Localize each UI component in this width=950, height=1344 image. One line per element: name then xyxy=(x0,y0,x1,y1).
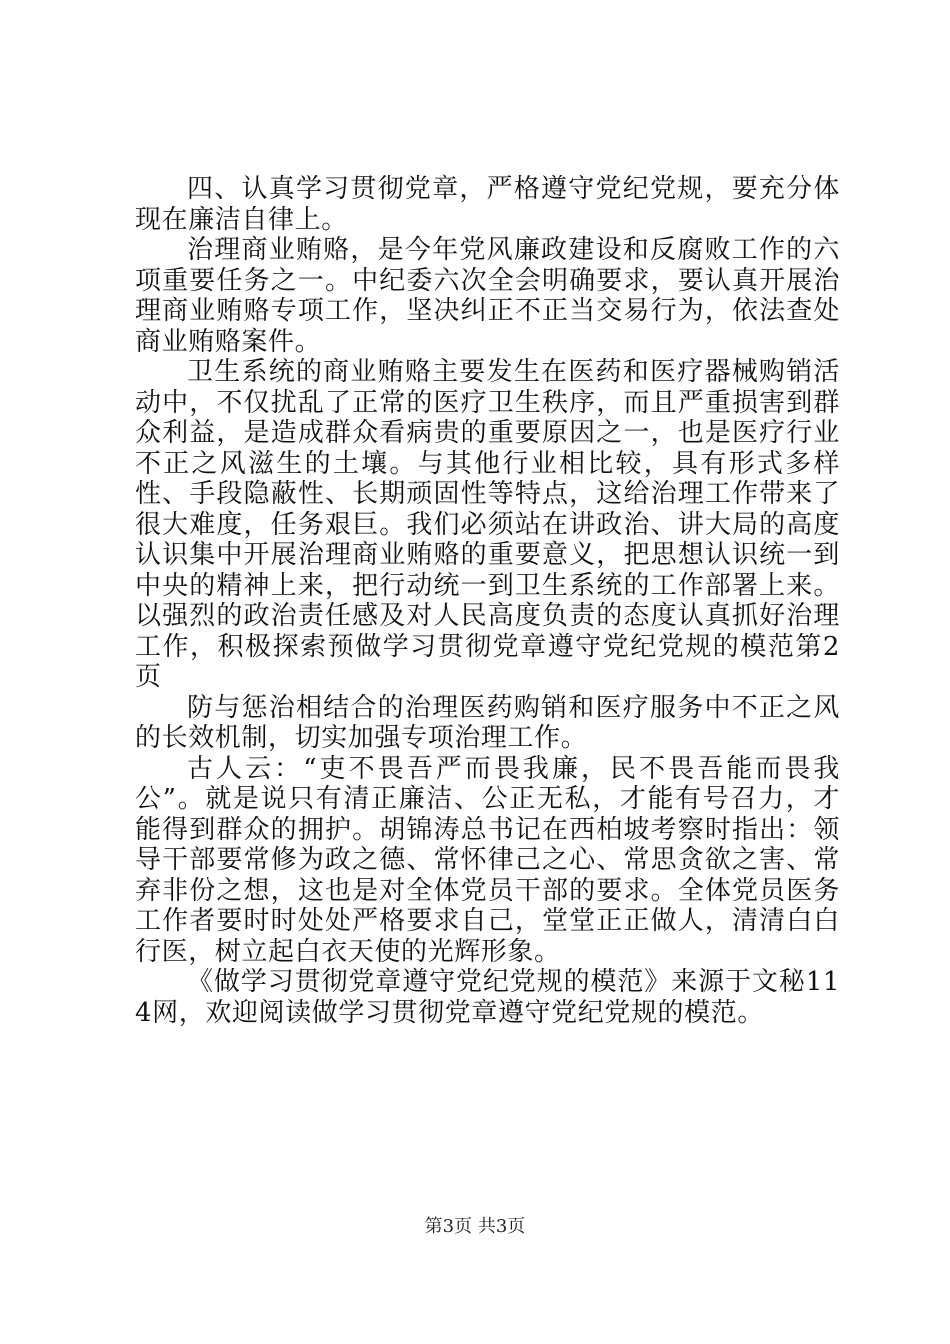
page-number-footer: 第3页 共3页 xyxy=(424,1216,526,1237)
paragraph-source-note: 《做学习贯彻党章遵守党纪党规的模范》来源于文秘114网，欢迎阅读做学习贯彻党章遵守党纪党规的模范。 xyxy=(135,967,840,1028)
paragraph-heading-four: 四、认真学习贯彻党章，严格遵守党纪党规，要充分体现在廉洁自律上。 xyxy=(135,174,840,235)
paragraph-ancient-saying: 古人云：“吏不畏吾严而畏我廉，民不畏吾能而畏我公”。就是说只有清正廉洁、公正无私，才能有号召力，才能得到群众的拥护。胡锦涛总书记在西柏坡考察时指出：领导干部要常修为政之德、常怀律己之心、常思贪欲之害、常弃非份之想，这也是对全体党员干部的要求。全体党员医务工作者要时时处处严格要求自己，堂堂正正做人，清清白白行医，树立起白衣天使的光辉形象。 xyxy=(135,753,840,967)
paragraph-prevention-mechanism: 防与惩治相结合的治理医药购销和医疗服务中不正之风的长效机制，切实加强专项治理工作。 xyxy=(135,692,840,753)
paragraph-commercial-bribery: 治理商业贿赂，是今年党风廉政建设和反腐败工作的六项重要任务之一。中纪委六次全会明确要求，要认真开展治理商业贿赂专项工作，坚决纠正不正当交易行为，依法查处商业贿赂案件。 xyxy=(135,235,840,357)
document-body xyxy=(135,174,840,1028)
paragraph-health-system: 卫生系统的商业贿赂主要发生在医药和医疗器械购销活动中，不仅扰乱了正常的医疗卫生秩序，而且严重损害到群众利益，是造成群众看病贵的重要原因之一，也是医疗行业不正之风滋生的土壤。与其他行业相比较，具有形式多样性、手段隐蔽性、长期顽固性等特点，这给治理工作带来了很大难度，任务艰巨。我们必须站在讲政治、讲大局的高度认识集中开展治理商业贿赂的重要意义，把思想认识统一到中央的精神上来，把行动统一到卫生系统的工作部署上来。以强烈的政治责任感及对人民高度负责的态度认真抓好治理工作，积极探索预做学习贯彻党章遵守党纪党规的模范第2页 xyxy=(135,357,840,692)
